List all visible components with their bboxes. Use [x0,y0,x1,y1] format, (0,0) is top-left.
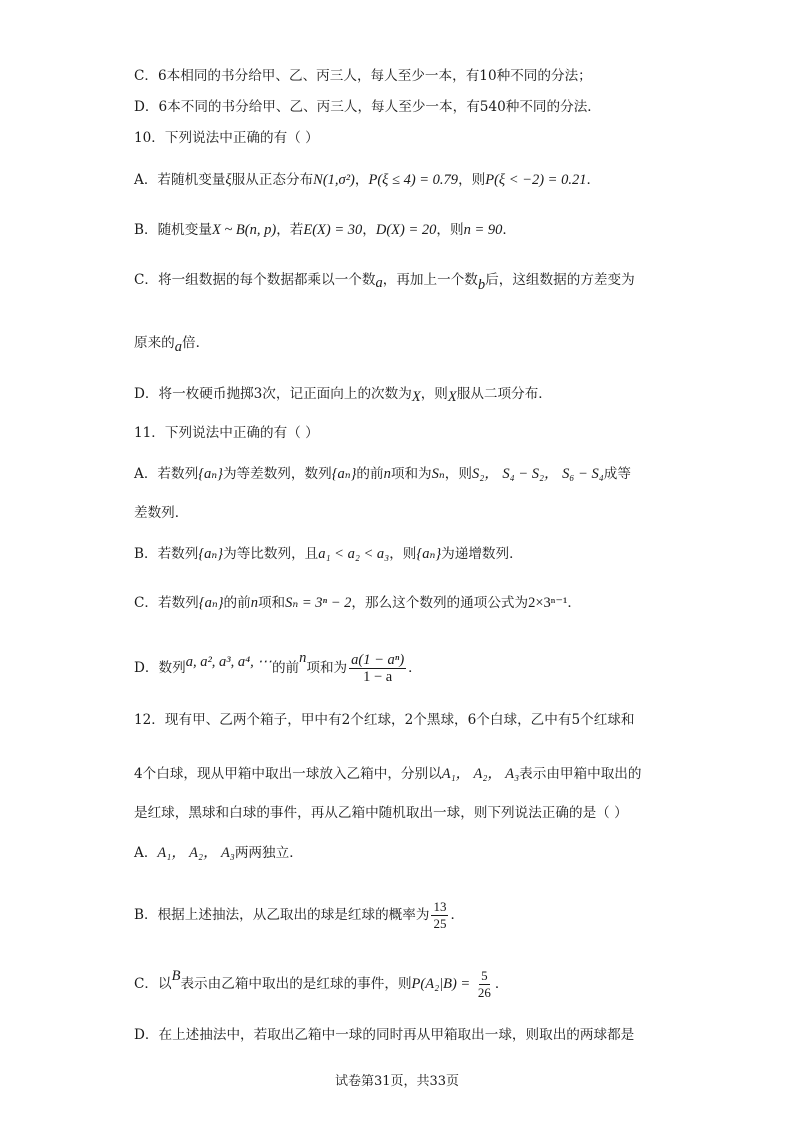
q12-option-a [134,843,303,863]
math: X ~ B(n, p) [211,222,277,238]
fraction-denominator: 1 − a [363,669,393,685]
question-12-line3 [134,803,628,823]
question-12-title [134,710,634,730]
q10-option-c-cont [134,333,209,353]
math: Sₙ = 3ⁿ − 2 [285,595,352,611]
text: A．若数列 [134,466,199,482]
text: ，则 [458,172,486,188]
text: 的前 [356,466,384,482]
math: b [477,277,486,293]
fraction-numerator: a(1 − aⁿ) [351,652,405,668]
question-11-title [134,423,319,443]
option-c-line [134,66,592,86]
text: ，若 [276,222,304,238]
text: 表示由乙箱中取出的是红球的事件，则 [180,976,412,992]
math: N(1,σ²) [313,172,355,188]
text: 为等差数列，数列 [222,466,332,482]
math: n = 90 [463,222,503,238]
text: 原来的 [134,335,175,351]
text: 后，这组数据的方差变为 [485,272,635,288]
math: ξ [225,172,232,188]
math: A₁， A₂， A₃ [157,845,235,861]
text: A． [134,845,158,861]
text: D．6本不同的书分给甲、乙、丙三人，每人至少一本，有540种不同的分法． [134,99,601,115]
text: C．若数列 [134,595,199,611]
text: D．在上述抽法中，若取出乙箱中一球的同时再从甲箱取出一球，则取出的两球都是 [134,1027,635,1043]
math: B [171,968,181,984]
q10-option-a: A．若随机变量ξ服从正态分布N(1,σ²)，P(ξ ≤ 4) = 0.79，则P(ξ < −2) = 0.21． [134,172,601,188]
math: X [411,389,421,405]
fraction-numerator: 13 [433,899,447,914]
q12-option-b: B．根据上述抽法，从乙取出的球是红球的概率为 $\frac{13}{25}$ ． [134,899,465,931]
text: 倍． [182,335,210,351]
sum-fraction [349,652,406,685]
math: {aₙ} [331,466,357,482]
question-12-line2 [134,764,641,784]
text: ，则 [389,546,417,562]
text: B．若数列 [134,546,199,562]
math: P(ξ < −2) = 0.21 [485,172,587,188]
text: B．根据上述抽法，从乙取出的球是红球的概率为 [134,907,430,923]
math: a [174,339,183,355]
text: 成等 [603,466,631,482]
math: {aₙ} [198,546,224,562]
math: a, a², a³, a⁴, ⋯ [185,654,272,670]
q11-option-a-cont [134,503,188,523]
text: B．随机变量 [134,222,212,238]
math: {aₙ} [198,466,223,482]
math: {aₙ} [198,595,224,611]
fraction-denominator: 26 [477,985,491,1000]
q11-option-d: D．数列a, a², a³, a⁴, ⋯的前n项和为 $\frac{\text{a(1 − aⁿ)}}{1 - a}$ ． [134,650,422,685]
q12-option-c: C．以B表示由乙箱中取出的是红球的事件，则P(A₂|B) = $\frac{5}{26}$ ． [134,968,509,1000]
text: 项和为 [306,660,348,676]
text: ，再加上一个数 [382,272,478,288]
math: P(ξ ≤ 4) = 0.79 [368,172,459,188]
math: P(A₂|B) = [411,976,474,992]
math: A₁， A₂， A₃ [441,766,520,782]
text: 10．下列说法中正确的有（ ） [134,130,319,146]
q12-option-d [134,1025,634,1045]
math: X [447,389,457,405]
text: 是红球，黑球和白球的事件，再从乙箱中随机取出一球，则下列说法正确的是（ ） [134,805,628,821]
text: 的前 [223,595,251,611]
math: 2×3ⁿ⁻¹ [528,595,568,611]
text: 为等比数列，且 [223,546,319,562]
math: S₂， S₄ − S₂， S₆ − S₄ [471,466,604,482]
text: 服从正态分布 [231,172,314,188]
text: 服从二项分布． [456,386,552,402]
math: Sₙ [431,466,445,482]
text: C．6本相同的书分给甲、乙、丙三人，每人至少一本，有10种不同的分法； [134,68,592,84]
question-10-title [134,128,319,148]
math: a [375,275,383,291]
text: D．将一枚硬币抛掷3次，记正面向上的次数为 [134,386,412,402]
q10-option-b: B．随机变量X ~ B(n, p)，若E(X) = 30，D(X) = 20，则n = 90． [134,222,516,238]
text: 项和 [257,595,286,611]
text: 差数列． [134,505,189,521]
math: n [299,650,307,666]
math: a₁ < a₂ < a₃ [318,546,390,562]
text: 表示由甲箱中取出的 [519,766,642,782]
text: C．将一组数据的每个数据都乘以一个数 [134,272,376,288]
q11-option-c: C．若数列{aₙ}的前n项和Sₙ = 3ⁿ − 2，那么这个数列的通项公式为2×3ⁿ⁻¹． [134,595,581,611]
text: 4个白球，现从甲箱中取出一球放入乙箱中，分别以 [134,766,442,782]
text: ，则 [444,466,472,482]
fraction-numerator: 5 [481,968,488,983]
text: ，那么这个数列的通项公式为 [351,595,529,611]
page-footer: 试卷第31页，共33页 [334,1074,460,1089]
q10-option-c [134,270,635,293]
text: D．数列 [134,660,186,676]
math: n [250,595,258,611]
text: 为递增数列． [441,546,523,562]
text: ，则 [420,386,448,402]
math: D(X) = 20 [375,222,437,238]
q11-option-a [134,464,631,484]
q10-option-d [134,384,552,404]
fraction-denominator: 25 [433,916,447,931]
text: C．以 [134,976,172,992]
text: 11．下列说法中正确的有（ ） [134,425,319,441]
option-d-line [134,97,601,117]
text: 12．现有甲、乙两个箱子，甲中有2个红球，2个黑球，6个白球，乙中有5个红球和 [134,712,635,728]
text: ，则 [436,222,464,238]
q11-option-b [134,544,523,564]
text: 项和为 [390,466,432,482]
probability-fraction-c [476,968,493,1001]
math: E(X) = 30 [303,222,363,238]
math: n [383,466,391,482]
probability-fraction-b [431,899,448,932]
text: 两两独立． [234,845,303,861]
text: A．若随机变量 [134,172,226,188]
math: {aₙ} [416,546,442,562]
text: 的前 [271,660,300,676]
